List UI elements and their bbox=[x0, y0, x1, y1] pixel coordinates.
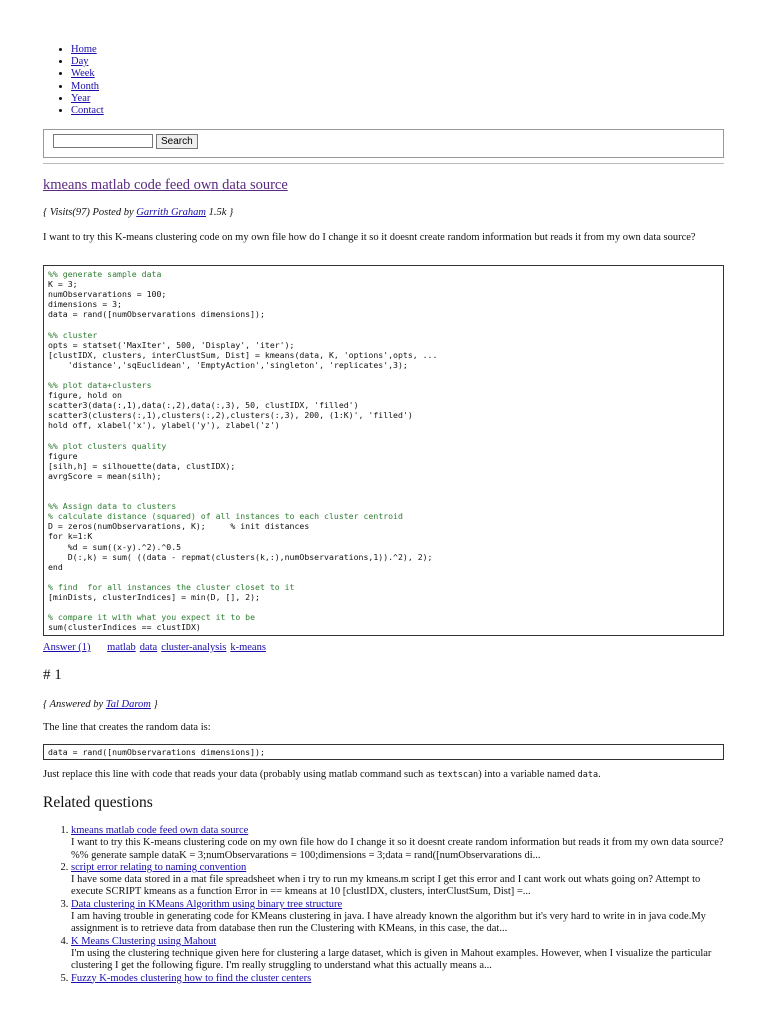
related-link[interactable]: Data clustering in KMeans Algorithm using binary tree structure bbox=[71, 898, 343, 910]
code-line: scatter3(clusters(:,1),clusters(:,2),clusters(:,3), 200, (1:K)', 'filled') bbox=[48, 410, 413, 421]
nav-item-contact[interactable] bbox=[71, 105, 104, 117]
nav-link-year[interactable]: Year bbox=[71, 92, 91, 104]
answer-text-part: ) into a variable named bbox=[478, 769, 578, 780]
code-line: % find for all instances the cluster closet to it bbox=[48, 581, 295, 592]
tag-cluster-analysis[interactable]: cluster-analysis bbox=[161, 642, 227, 653]
code-line: opts = statset('MaxIter', 500, 'Display', 'iter'); bbox=[48, 339, 295, 350]
answer-text-part: Just replace this line with code that reads your data (probably using matlab command such as bbox=[43, 769, 438, 780]
answer-code: data = rand([numObservarations dimensions]); bbox=[43, 744, 724, 760]
tag-data[interactable]: data bbox=[139, 642, 158, 653]
code-line: %% cluster bbox=[48, 329, 98, 340]
author-link[interactable]: Garrith Graham bbox=[136, 207, 206, 218]
tag-bar bbox=[43, 642, 270, 653]
nav-item-day[interactable] bbox=[71, 56, 104, 68]
code-line: hold off, xlabel('x'), ylabel('y'), zlabel('z') bbox=[48, 420, 280, 431]
tag-k-means[interactable]: k-means bbox=[230, 642, 266, 653]
related-item bbox=[71, 936, 724, 973]
question-meta bbox=[43, 207, 233, 218]
code-line: numObservarations = 100; bbox=[48, 289, 167, 300]
answerer-link[interactable]: Tal Darom bbox=[105, 699, 151, 710]
code-line: [silh,h] = silhouette(data, clustIDX); bbox=[48, 460, 236, 471]
related-item bbox=[71, 899, 724, 936]
code-line: %% generate sample data bbox=[48, 269, 162, 279]
code-line: 'distance','sqEuclidean', 'EmptyAction','singleton', 'replicates',3); bbox=[48, 359, 408, 370]
question-body: I want to try this K-means clustering code on my own file how do I change it so it doesnt create random information but reads it from my own data source? bbox=[43, 232, 696, 243]
related-link[interactable]: script error relating to naming convention bbox=[71, 861, 247, 873]
related-link[interactable]: kmeans matlab code feed own data source bbox=[71, 825, 249, 836]
answer-heading: # 1 bbox=[43, 667, 62, 683]
nav-item-week[interactable] bbox=[71, 68, 104, 80]
answer-meta-prefix: { Answered by bbox=[43, 699, 106, 710]
question-title bbox=[43, 177, 288, 194]
answer-text-2 bbox=[43, 769, 724, 782]
code-block bbox=[43, 265, 724, 636]
answer-count-link[interactable]: Answer (1) bbox=[43, 642, 91, 653]
nav-link-home[interactable]: Home bbox=[71, 44, 97, 55]
related-desc: I am having trouble in generating code for KMeans clustering in java. I have already known the algorithm but it's very hard to write in in java code.My assignment is to retrieve data from database then run the Clustering with KMeans, in this case, the dat... bbox=[71, 911, 706, 935]
related-link[interactable]: Fuzzy K-modes clustering how to find the cluster centers bbox=[71, 972, 312, 984]
related-desc: I have some data stored in a mat file spreadsheet when i try to run my kmeans.m script I get this error and I cant work out whats going on? Attempt to execute SCRIPT kmeans as a function Error in == kmeans at 10 [clustIDX, clusters, interClustSum, Dist] =... bbox=[71, 874, 701, 898]
code-line: sum(clusterIndices == clustIDX) bbox=[48, 622, 201, 633]
related-desc: I'm using the clustering technique given here for clustering a large dataset, which is given in Mahout examples. However, when I visualize the particular clustering I get the following figure. I'm really struggling to understand what this actually means a... bbox=[71, 947, 712, 972]
nav-link-week[interactable]: Week bbox=[71, 68, 95, 80]
answer-text-part: . bbox=[598, 769, 601, 780]
related-item bbox=[71, 862, 724, 899]
inline-code-data: data bbox=[577, 770, 599, 780]
code-line: %% plot clusters quality bbox=[48, 440, 167, 451]
code-line: D = zeros(numObservarations, K); % init distances bbox=[48, 521, 310, 532]
main-nav bbox=[43, 44, 104, 117]
nav-link-day[interactable]: Day bbox=[71, 56, 89, 68]
related-desc: I want to try this K-means clustering code on my own file how do I change it so it doesnt create random information but reads it from my own data source? %% generate sample dataK = 3;numObservarations = 100;dimensions = 3;data = rand([numObservarations di... bbox=[71, 837, 724, 861]
code-line: avrgScore = mean(silh); bbox=[48, 470, 162, 481]
inline-code-textscan: textscan bbox=[437, 770, 479, 780]
answer-meta bbox=[43, 699, 158, 710]
nav-link-month[interactable]: Month bbox=[71, 80, 100, 92]
search-button[interactable]: Search bbox=[156, 134, 198, 149]
nav-item-month[interactable] bbox=[71, 81, 104, 93]
nav-item-home[interactable] bbox=[71, 44, 104, 56]
code-line: [clustIDX, clusters, interClustSum, Dist] = kmeans(data, K, 'options',opts, ... bbox=[48, 349, 438, 360]
code-line: dimensions = 3; bbox=[48, 299, 122, 310]
tag-matlab[interactable]: matlab bbox=[107, 642, 136, 653]
code-line: scatter3(data(:,1),data(:,2),data(:,3), 50, clustIDX, 'filled') bbox=[48, 400, 359, 411]
code-line: figure bbox=[48, 450, 78, 461]
code-line: [minDists, clusterIndices] = min(D, [], 2); bbox=[48, 592, 260, 602]
code-line: end bbox=[48, 561, 63, 572]
code-line: data = rand([numObservarations dimensions]); bbox=[48, 309, 265, 320]
nav-link-contact[interactable]: Contact bbox=[71, 105, 104, 117]
related-link[interactable]: K Means Clustering using Mahout bbox=[71, 935, 217, 947]
code-line: %d = sum((x-y).^2).^0.5 bbox=[48, 541, 182, 552]
search-form bbox=[43, 129, 724, 158]
related-item bbox=[71, 973, 724, 985]
answer-meta-suffix: } bbox=[150, 699, 158, 710]
divider bbox=[43, 163, 724, 164]
code-line: D(:,k) = sum( ((data - repmat(clusters(k,:),numObservarations,1)).^2), 2); bbox=[48, 551, 433, 562]
answer-text-1: The line that creates the random data is: bbox=[43, 722, 211, 733]
code-line: % compare it with what you expect it to be bbox=[48, 612, 256, 623]
code-line: %% Assign data to clusters bbox=[48, 501, 177, 512]
code-line: %% plot data+clusters bbox=[48, 380, 152, 391]
code-line: for k=1:K bbox=[48, 531, 93, 542]
code-line: K = 3; bbox=[48, 279, 78, 290]
code-line: % calculate distance (squared) of all instances to each cluster centroid bbox=[48, 511, 403, 522]
related-list bbox=[43, 825, 724, 985]
meta-suffix: 1.5k } bbox=[205, 207, 234, 218]
meta-prefix: { Visits(97) Posted by bbox=[43, 207, 137, 218]
code-line: figure, hold on bbox=[48, 390, 122, 401]
related-heading: Related questions bbox=[43, 794, 153, 811]
nav-item-year[interactable] bbox=[71, 93, 104, 105]
question-title-link[interactable]: kmeans matlab code feed own data source bbox=[43, 177, 288, 193]
related-item bbox=[71, 825, 724, 862]
search-input[interactable] bbox=[53, 134, 153, 148]
